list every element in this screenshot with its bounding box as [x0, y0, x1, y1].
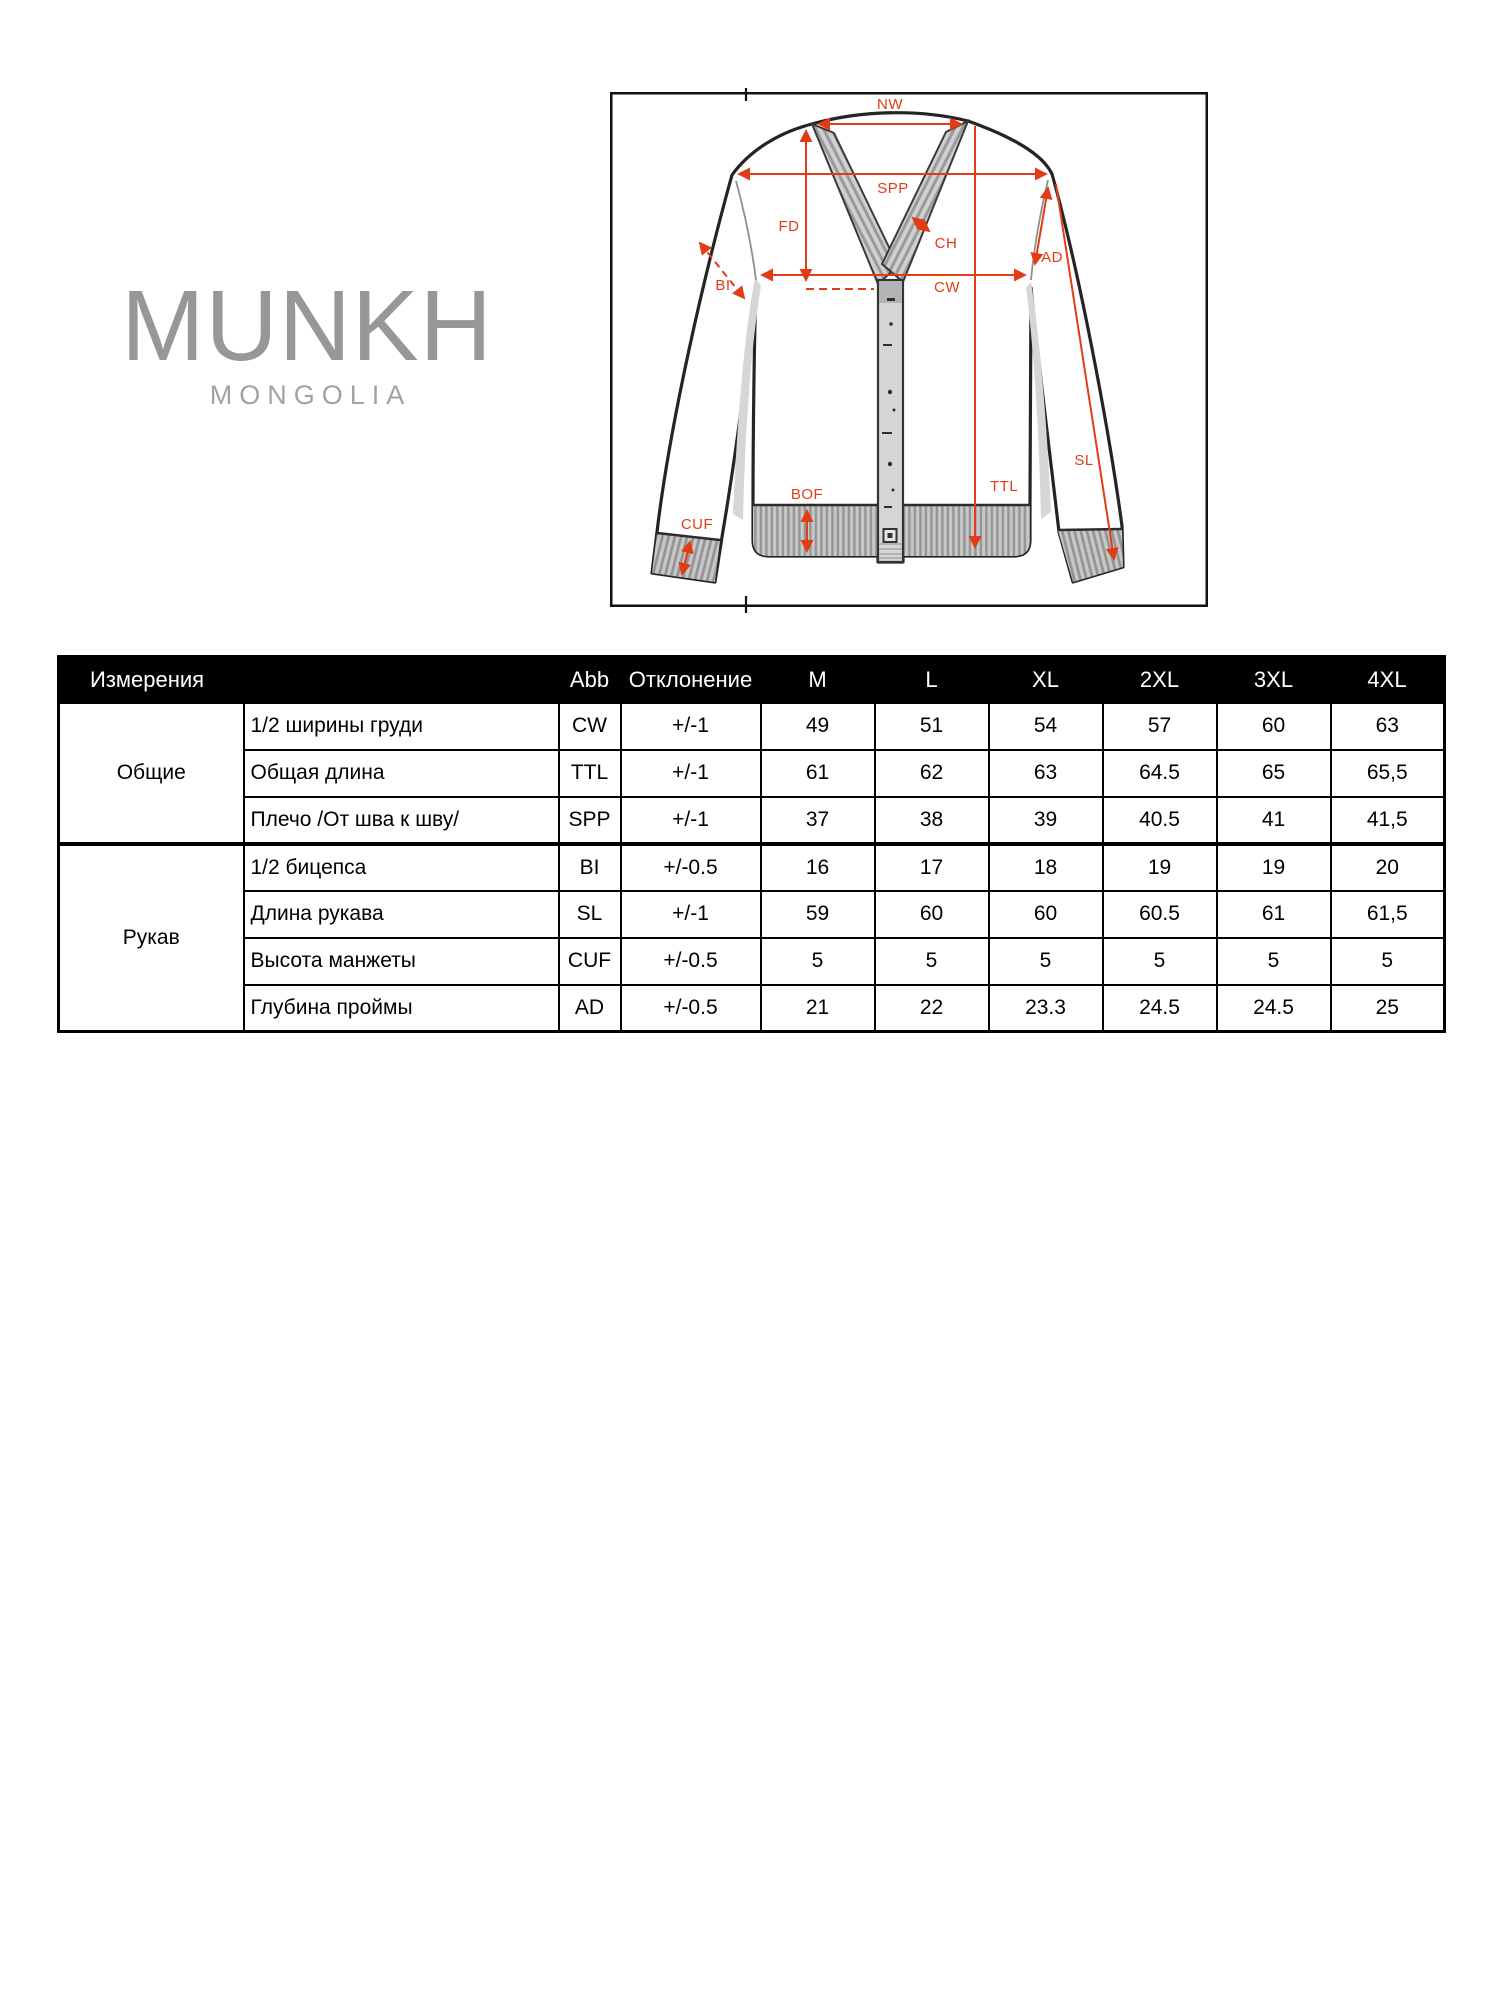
cell-value: 16 [761, 844, 875, 891]
brand-logo [117, 270, 497, 410]
cell-value: 62 [875, 750, 989, 797]
cell-value: 65,5 [1331, 750, 1445, 797]
measure-label-ad: AD [1041, 249, 1063, 266]
cardigan-flat-drawing [610, 92, 1208, 607]
row-tolerance: +/-1 [621, 891, 761, 938]
cell-value: 41,5 [1331, 797, 1445, 844]
row-label: 1/2 бицепса [244, 844, 559, 891]
cell-value: 65 [1217, 750, 1331, 797]
cuff-right-edge [1058, 529, 1122, 530]
cell-value: 41 [1217, 797, 1331, 844]
header-abb: Abb [559, 657, 621, 703]
cell-value: 21 [761, 985, 875, 1032]
row-abb: SPP [559, 797, 621, 844]
row-abb: CUF [559, 938, 621, 985]
header-size-2xl: 2XL [1103, 657, 1217, 703]
table-row [59, 797, 1445, 844]
cell-value: 17 [875, 844, 989, 891]
brand-name: MUNKH [121, 270, 493, 382]
cell-value: 19 [1217, 844, 1331, 891]
cell-value: 24.5 [1103, 985, 1217, 1032]
hem-band-left [753, 505, 878, 556]
measure-label-ttl: TTL [990, 478, 1019, 495]
row-abb: BI [559, 844, 621, 891]
cell-value: 59 [761, 891, 875, 938]
table-row [59, 891, 1445, 938]
cell-value: 24.5 [1217, 985, 1331, 1032]
cell-value: 61,5 [1331, 891, 1445, 938]
measure-label-cw: CW [934, 279, 960, 296]
cell-value: 40.5 [1103, 797, 1217, 844]
cell-value: 63 [1331, 703, 1445, 750]
cell-value: 5 [761, 938, 875, 985]
row-tolerance: +/-1 [621, 750, 761, 797]
cell-value: 64.5 [1103, 750, 1217, 797]
header-size-4xl: 4XL [1331, 657, 1445, 703]
cell-value: 60 [875, 891, 989, 938]
cell-value: 57 [1103, 703, 1217, 750]
hem-band-right [903, 505, 1030, 556]
hem-button-center [888, 533, 893, 538]
group-label-obshchie: Общие [59, 703, 244, 844]
cell-value: 63 [989, 750, 1103, 797]
header-measurements: Измерения [59, 657, 559, 703]
row-label: Длина рукава [244, 891, 559, 938]
measure-label-nw: NW [877, 96, 903, 113]
table-row [59, 938, 1445, 985]
row-abb: CW [559, 703, 621, 750]
size-table [57, 655, 1446, 1033]
row-tolerance: +/-0.5 [621, 985, 761, 1032]
header-tolerance: Отклонение [621, 657, 761, 703]
cell-value: 37 [761, 797, 875, 844]
measure-label-cuf: CUF [680, 516, 714, 533]
table-header-row [59, 657, 1445, 703]
cell-value: 22 [875, 985, 989, 1032]
cell-value: 5 [875, 938, 989, 985]
cell-value: 25 [1331, 985, 1445, 1032]
row-abb: TTL [559, 750, 621, 797]
cell-value: 5 [1331, 938, 1445, 985]
cell-value: 19 [1103, 844, 1217, 891]
measure-label-ch: CH [934, 235, 958, 252]
cell-value: 23.3 [989, 985, 1103, 1032]
measure-label-fd: FD [778, 218, 800, 235]
cell-value: 60 [1217, 703, 1331, 750]
brand-subtitle: MONGOLIA [209, 380, 412, 410]
row-tolerance: +/-1 [621, 703, 761, 750]
row-tolerance: +/-1 [621, 797, 761, 844]
group-label-rukav: Рукав [59, 844, 244, 1032]
row-label: Глубина проймы [244, 985, 559, 1032]
cell-value: 61 [761, 750, 875, 797]
cell-value: 61 [1217, 891, 1331, 938]
measure-label-bof: BOF [790, 486, 824, 503]
cell-value: 38 [875, 797, 989, 844]
table-row [59, 750, 1445, 797]
row-label: Общая длина [244, 750, 559, 797]
cell-value: 60.5 [1103, 891, 1217, 938]
cell-value: 49 [761, 703, 875, 750]
cell-value: 39 [989, 797, 1103, 844]
header-size-xl: XL [989, 657, 1103, 703]
garment-diagram [610, 92, 1208, 607]
header-size-l: L [875, 657, 989, 703]
cell-value: 5 [1103, 938, 1217, 985]
cell-value: 5 [989, 938, 1103, 985]
measure-label-bi: BI [715, 277, 731, 294]
table-row [59, 985, 1445, 1032]
header-size-3xl: 3XL [1217, 657, 1331, 703]
header-size-m: M [761, 657, 875, 703]
table-row [59, 703, 1445, 750]
row-label: 1/2 ширины груди [244, 703, 559, 750]
table-row [59, 844, 1445, 891]
cell-value: 60 [989, 891, 1103, 938]
cell-value: 18 [989, 844, 1103, 891]
cell-value: 5 [1217, 938, 1331, 985]
measure-label-sl: SL [1074, 452, 1094, 469]
row-abb: SL [559, 891, 621, 938]
row-tolerance: +/-0.5 [621, 844, 761, 891]
row-tolerance: +/-0.5 [621, 938, 761, 985]
measure-label-spp: SPP [877, 180, 909, 197]
row-label: Плечо /От шва к шву/ [244, 797, 559, 844]
cell-value: 51 [875, 703, 989, 750]
cell-value: 54 [989, 703, 1103, 750]
row-abb: AD [559, 985, 621, 1032]
row-label: Высота манжеты [244, 938, 559, 985]
cell-value: 20 [1331, 844, 1445, 891]
